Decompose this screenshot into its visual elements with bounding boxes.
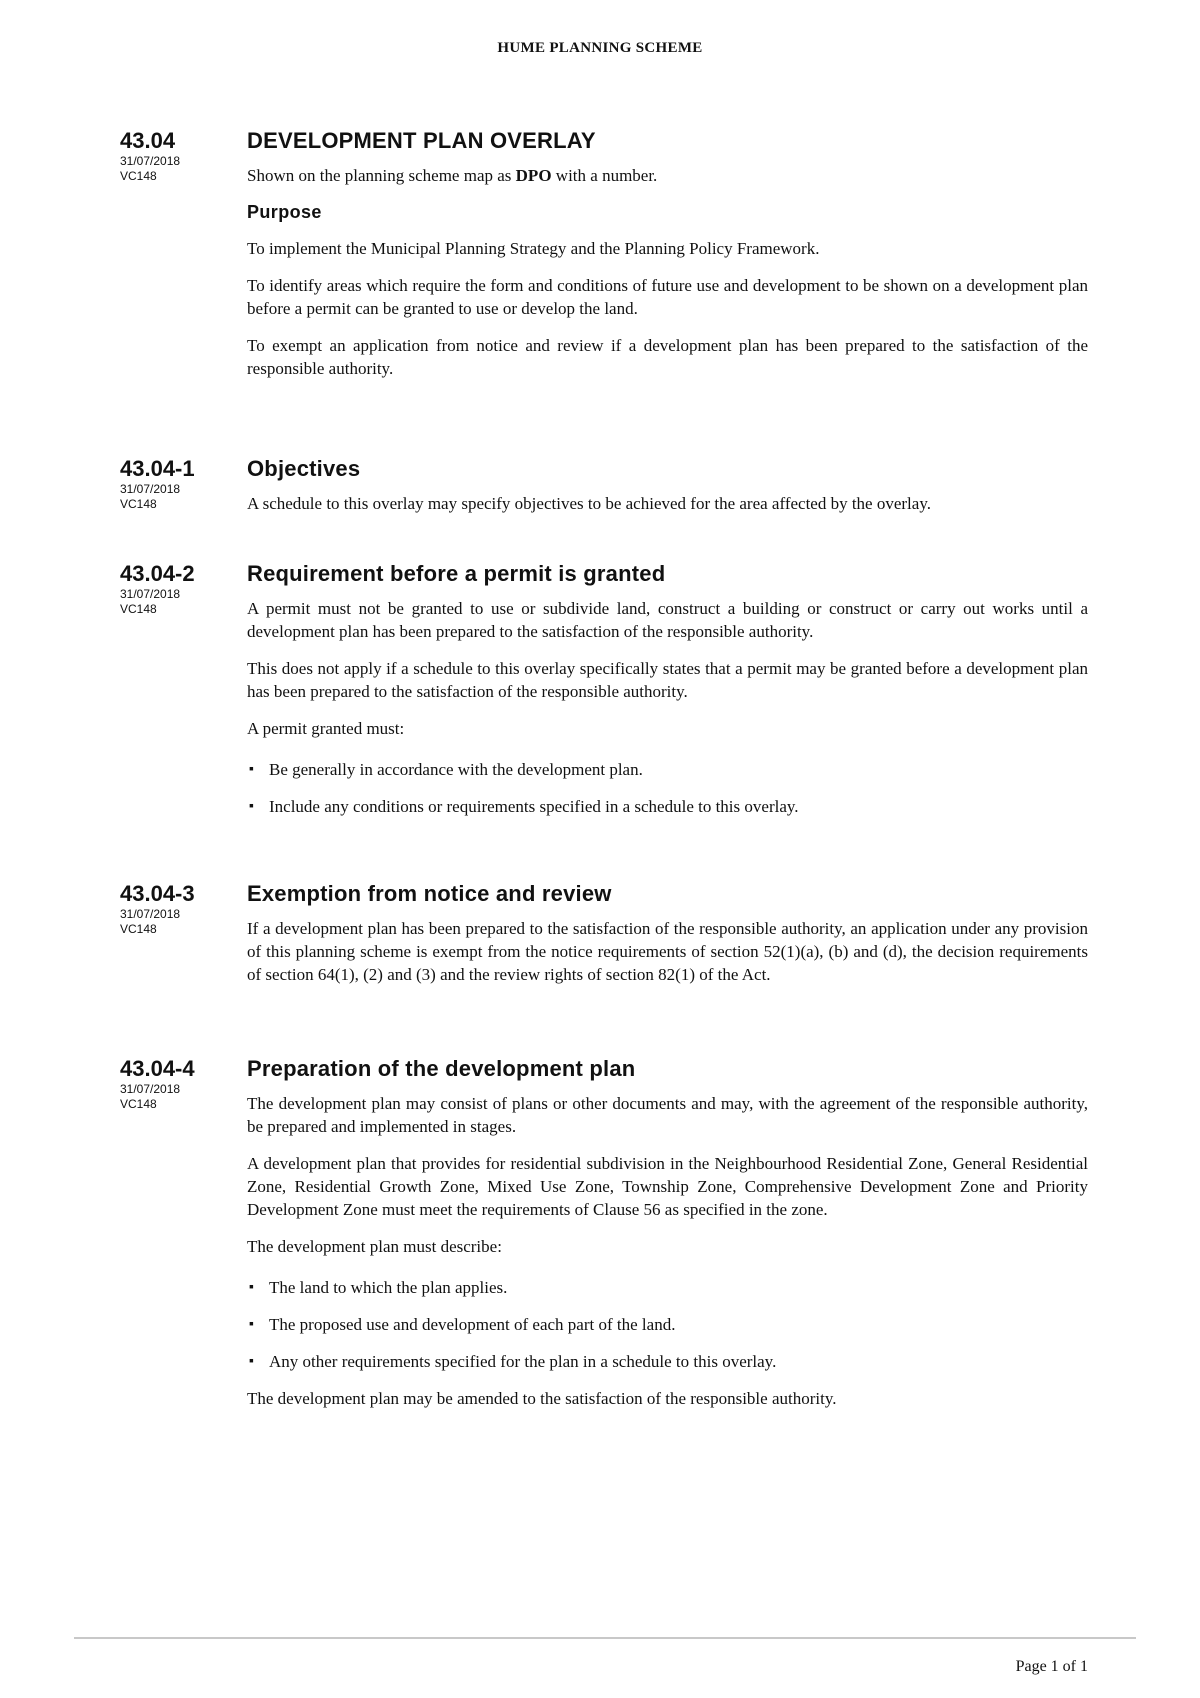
footer-divider bbox=[74, 1637, 1136, 1639]
bullet-icon: ▪ bbox=[249, 1280, 254, 1295]
section-title: Objectives bbox=[247, 456, 361, 481]
clause-margin bbox=[120, 128, 240, 184]
clause-amendment: VC148 bbox=[120, 497, 157, 511]
section-body bbox=[247, 561, 1088, 832]
clause-date: 31/07/2018 bbox=[120, 907, 181, 921]
section-title: Preparation of the development plan bbox=[247, 1056, 636, 1081]
clause-margin bbox=[120, 561, 240, 617]
body-paragraph: A permit must not be granted to use or subdivide land, construct a building or construct or carry out works until a development plan has been prepared to the satisfaction of the responsible authority. bbox=[247, 599, 1088, 641]
clause-number: 43.04-3 bbox=[120, 881, 195, 906]
purpose-heading: Purpose bbox=[247, 202, 322, 222]
list-item: ▪ Any other requirements specified for the plan in a schedule to this overlay. bbox=[249, 1352, 777, 1371]
intro-prefix: Shown on the planning scheme map as bbox=[247, 166, 516, 185]
bullet-icon: ▪ bbox=[249, 1354, 254, 1369]
purpose-paragraph: To identify areas which require the form and conditions of future use and development to be shown on a development plan before a permit can be granted to use or develop the land. bbox=[247, 276, 1088, 318]
clause-margin bbox=[120, 1056, 240, 1112]
section-body bbox=[247, 128, 1088, 394]
body-paragraph: A permit granted must: bbox=[247, 719, 405, 738]
bullet-icon: ▪ bbox=[249, 762, 254, 777]
section-title: DEVELOPMENT PLAN OVERLAY bbox=[247, 128, 596, 153]
clause-amendment: VC148 bbox=[120, 1097, 157, 1111]
list-item: ▪ The land to which the plan applies. bbox=[249, 1278, 508, 1297]
purpose-paragraph: To implement the Municipal Planning Strategy and the Planning Policy Framework. bbox=[247, 239, 820, 258]
list-item: ▪ Be generally in accordance with the development plan. bbox=[249, 760, 643, 779]
clause-amendment: VC148 bbox=[120, 922, 157, 936]
dpo-code: DPO bbox=[515, 166, 552, 185]
body-paragraph: The development plan must describe: bbox=[247, 1237, 502, 1256]
page-number: Page 1 of 1 bbox=[1015, 1658, 1088, 1675]
body-paragraph: This does not apply if a schedule to this overlay specifically states that a permit may be granted before a development plan has been prepared to the satisfaction of the responsible authority. bbox=[247, 659, 1088, 701]
clause-date: 31/07/2018 bbox=[120, 587, 181, 601]
body-paragraph: A schedule to this overlay may specify objectives to be achieved for the area affected by the overlay. bbox=[247, 494, 931, 513]
section-body bbox=[247, 881, 1088, 1000]
intro-paragraph bbox=[247, 164, 1088, 187]
clause-amendment: VC148 bbox=[120, 602, 157, 616]
clause-number: 43.04 bbox=[120, 128, 176, 153]
clause-number: 43.04-1 bbox=[120, 456, 195, 481]
page-header: HUME PLANNING SCHEME bbox=[497, 40, 703, 56]
bullet-list bbox=[247, 1276, 1088, 1373]
clause-date: 31/07/2018 bbox=[120, 1082, 181, 1096]
body-paragraph: If a development plan has been prepared to the satisfaction of the responsible authority, an application under any provision of this planning scheme is exempt from the notice requirements of section 52(1)(a), (b) and (d), the decision requirements of section 64(1), (2) and (3) and the review rights of section 82(1) of the Act. bbox=[247, 919, 1088, 984]
list-item: ▪ Include any conditions or requirements specified in a schedule to this overlay. bbox=[249, 797, 799, 816]
bullet-list bbox=[247, 758, 1088, 818]
list-item: ▪ The proposed use and development of each part of the land. bbox=[249, 1315, 676, 1334]
intro-suffix: with a number. bbox=[551, 166, 658, 185]
clause-margin bbox=[120, 881, 240, 937]
section-title: Requirement before a permit is granted bbox=[247, 561, 666, 586]
bullet-icon: ▪ bbox=[249, 1317, 254, 1332]
clause-number: 43.04-2 bbox=[120, 561, 195, 586]
bullet-icon: ▪ bbox=[249, 799, 254, 814]
section-body bbox=[247, 1056, 1088, 1424]
section-title: Exemption from notice and review bbox=[247, 881, 612, 906]
purpose-paragraph: To exempt an application from notice and review if a development plan has been prepared to the satisfaction of the responsible authority. bbox=[247, 336, 1088, 378]
closing-paragraph: The development plan may be amended to the satisfaction of the responsible authority. bbox=[247, 1389, 837, 1408]
section-body bbox=[247, 456, 1088, 529]
body-paragraph: A development plan that provides for residential subdivision in the Neighbourhood Residential Zone, General Residential Zone, Residential Growth Zone, Mixed Use Zone, Township Zone, Comprehensive Development Zone and Priority Development Zone must meet the requirements of Clause 56 as specified in the zone. bbox=[247, 1154, 1088, 1219]
clause-number: 43.04-4 bbox=[120, 1056, 195, 1081]
clause-date: 31/07/2018 bbox=[120, 154, 181, 168]
clause-amendment: VC148 bbox=[120, 169, 157, 183]
clause-date: 31/07/2018 bbox=[120, 482, 181, 496]
clause-margin bbox=[120, 456, 240, 512]
body-paragraph: The development plan may consist of plans or other documents and may, with the agreement of the responsible authority, be prepared and implemented in stages. bbox=[247, 1094, 1088, 1136]
